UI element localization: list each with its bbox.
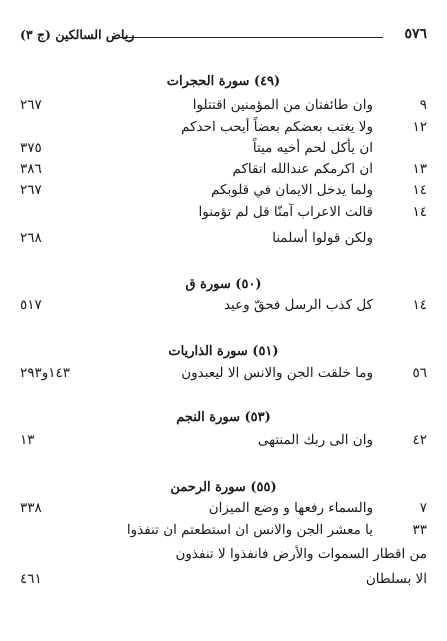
index-row [20,297,427,317]
verse-text: والسماء رفعها و وضع الميزان [208,500,373,516]
index-row [20,230,427,250]
page-number: ٥٧٦ [404,26,427,42]
ayah-number: ٩ [419,97,427,113]
index-row [20,571,427,591]
verse-text: من اقطار السموات والأرض فانفذوا لا تنفذون [175,546,427,562]
index-row [20,522,427,542]
page-header [20,26,427,46]
surah-heading: (٥٣) سورة النجم [176,410,271,425]
verse-text: وان طائفتان من المؤمنين اقتتلوا [192,97,373,113]
surah-heading: (٥٠) سورة ق [185,277,262,292]
header-rule [120,37,383,38]
verse-text: ولما يدخل الايمان في قلوبكم [211,182,373,198]
index-row [20,161,427,181]
page-reference: ٢٦٨ [20,230,42,246]
page-reference: ٣٧٥ [20,140,42,156]
ayah-number: ٣٣ [412,522,427,538]
ayah-number: ١٢ [412,119,427,135]
verse-text: ولا يغتب بعضكم بعضاً أيحب احدكم [181,119,373,135]
verse-text: وان الى ربك المنتهى [257,432,373,448]
page-reference: ٣٣٨ [20,500,42,516]
ayah-number: ٧ [419,500,427,516]
page-reference: ١٤٣و٢٩٣ [20,365,71,381]
verse-text: وما خلقت الجن والانس الا ليعبدون [181,365,373,381]
verse-text: قالت الاعراب آمنّا قل لم تؤمنوا [198,204,373,220]
verse-text: يا معشر الجن والانس ان استطعتم ان تنفذوا [126,522,373,538]
page-reference: ١٣ [20,432,35,448]
surah-heading: (٤٩) سورة الحجرات [166,74,281,89]
index-row [20,119,427,139]
index-row [20,140,427,160]
ayah-number: ٥٦ [412,365,427,381]
surah-heading: (٥١) سورة الذاريات [168,344,279,359]
ayah-number: ١٤ [412,297,427,313]
ayah-number: ١٣ [412,161,427,177]
verse-text: كل كذب الرسل فحقّ وعيد [223,297,373,313]
index-row [20,182,427,202]
page-reference: ٢٦٧ [20,97,42,113]
surah-heading: (٥٥) سورة الرحمن [170,480,277,495]
verse-text: الا بسلطان [365,571,427,587]
index-row [20,432,427,452]
ayah-number: ٤٢ [412,432,427,448]
page-reference: ٢٦٧ [20,182,42,198]
index-row [20,365,427,385]
verse-text: ولكن قولوا أسلمنا [272,230,373,246]
page-reference: ٥١٧ [20,297,42,313]
verse-text: ان اكرمكم عندالله اتقاكم [232,161,373,177]
ayah-number: ١٤ [412,182,427,198]
page-reference: ٤٦١ [20,571,42,587]
index-row [20,204,427,224]
ayah-number: ١٤ [412,204,427,220]
book-title: رياض السالكين (ج ٣) [20,27,135,42]
index-row [20,97,427,117]
page-reference: ٣٨٦ [20,161,42,177]
verse-text: ان يأكل لحم أخيه ميتاً [252,140,373,156]
index-row [20,500,427,520]
index-row [20,546,427,566]
